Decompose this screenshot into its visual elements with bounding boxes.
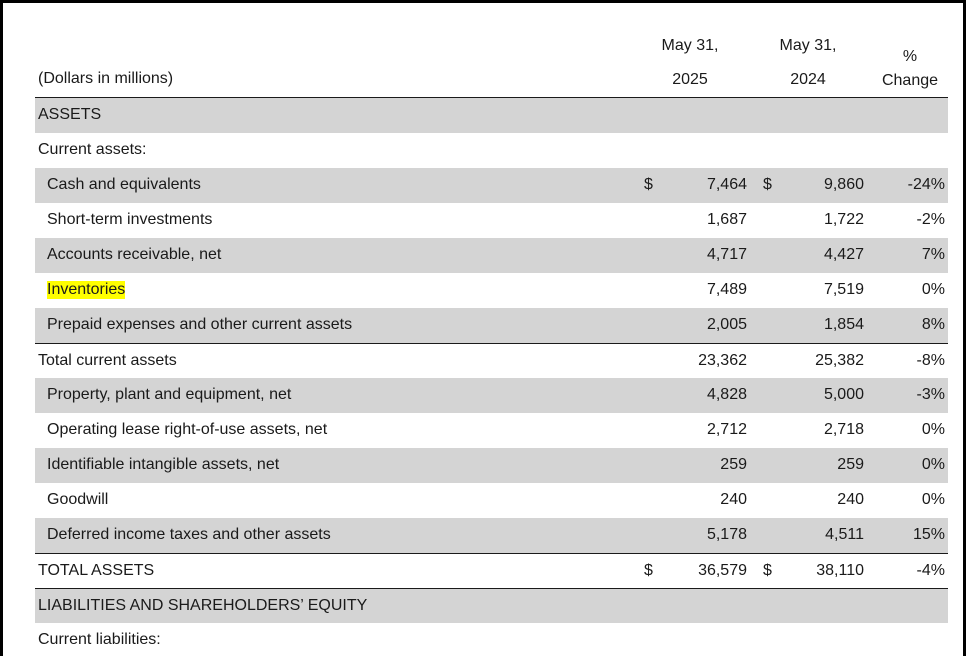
table-row	[35, 518, 948, 553]
row-label: Operating lease right-of-use assets, net	[47, 421, 328, 438]
col-2024-date: May 31,	[779, 37, 837, 54]
dollar-sign-2025: $	[644, 562, 653, 579]
dollar-sign-2025: $	[644, 176, 653, 193]
units-label: (Dollars in millions)	[38, 70, 174, 87]
value-2025: 7,489	[706, 281, 747, 298]
table-row-assets-heading	[35, 98, 948, 133]
pct-change: -4%	[916, 562, 945, 579]
value-2024: 240	[837, 491, 864, 508]
value-2024: 1,722	[823, 211, 864, 228]
col-2025-date: May 31,	[661, 37, 719, 54]
value-2024: 38,110	[816, 562, 864, 579]
table-row-total-current-assets	[35, 343, 948, 378]
table-header	[35, 33, 948, 98]
value-2024: 25,382	[815, 352, 864, 369]
col-2025-year: 2025	[672, 71, 708, 88]
value-2024: 4,427	[823, 246, 864, 263]
table-row	[35, 378, 948, 413]
pct-change: 8%	[921, 316, 945, 333]
value-2025: 4,828	[706, 386, 747, 403]
row-label: Deferred income taxes and other assets	[47, 526, 331, 543]
value-2025: 259	[720, 456, 747, 473]
value-2025: 1,687	[706, 211, 747, 228]
col-pct-change: Change	[881, 72, 939, 89]
row-label: Short-term investments	[47, 211, 213, 228]
pct-change: 15%	[912, 526, 945, 543]
value-2025: 36,579	[698, 562, 747, 579]
pct-change: 0%	[921, 491, 945, 508]
row-label: Current liabilities:	[38, 631, 161, 648]
value-2025: 2,712	[706, 421, 747, 438]
table-row	[35, 483, 948, 518]
value-2024: 259	[837, 456, 864, 473]
row-label: Property, plant and equipment, net	[47, 386, 292, 403]
row-label: Total current assets	[38, 352, 177, 369]
value-2024: 2,718	[823, 421, 864, 438]
col-pct-symbol: %	[902, 48, 918, 65]
row-label: LIABILITIES AND SHAREHOLDERS’ EQUITY	[38, 597, 368, 614]
table-row-inventories	[35, 273, 948, 308]
table-row	[35, 168, 948, 203]
balance-sheet-rows	[35, 98, 948, 658]
table-row	[35, 413, 948, 448]
dollar-sign-2024: $	[763, 176, 772, 193]
value-2024: 9,860	[823, 176, 864, 193]
pct-change: -2%	[916, 211, 945, 228]
pct-change: 0%	[921, 281, 945, 298]
value-2024: 1,854	[823, 316, 864, 333]
value-2025: 7,464	[706, 176, 747, 193]
table-row-total-assets	[35, 553, 948, 588]
table-row	[35, 203, 948, 238]
value-2025: 240	[720, 491, 747, 508]
table-row	[35, 308, 948, 343]
pct-change: -8%	[916, 352, 945, 369]
row-label: Prepaid expenses and other current assets	[47, 316, 353, 333]
value-2024: 7,519	[823, 281, 864, 298]
pct-change: 7%	[921, 246, 945, 263]
row-label: Goodwill	[47, 491, 109, 508]
row-label: Identifiable intangible assets, net	[47, 456, 280, 473]
row-label: Current assets:	[38, 141, 147, 158]
value-2025: 4,717	[706, 246, 747, 263]
value-2024: 5,000	[823, 386, 864, 403]
row-label: Accounts receivable, net	[47, 246, 222, 263]
pct-change: -24%	[907, 176, 945, 193]
dollar-sign-2024: $	[763, 562, 772, 579]
row-label: TOTAL ASSETS	[38, 562, 155, 579]
row-label: ASSETS	[38, 106, 102, 123]
pct-change: -3%	[916, 386, 945, 403]
table-row-current-liabilities-heading	[35, 623, 948, 658]
table-row	[35, 238, 948, 273]
value-2024: 4,511	[825, 526, 864, 543]
table-row-liabilities-heading	[35, 588, 948, 623]
pct-change: 0%	[921, 421, 945, 438]
pct-change: 0%	[921, 456, 945, 473]
value-2025: 23,362	[698, 352, 747, 369]
table-row-current-assets-heading	[35, 133, 948, 168]
table-row	[35, 448, 948, 483]
col-2024-year: 2024	[790, 71, 826, 88]
row-label: Cash and equivalents	[47, 176, 201, 193]
value-2025: 2,005	[706, 316, 747, 333]
value-2025: 5,178	[706, 526, 747, 543]
row-label-highlighted: Inventories	[47, 281, 126, 298]
